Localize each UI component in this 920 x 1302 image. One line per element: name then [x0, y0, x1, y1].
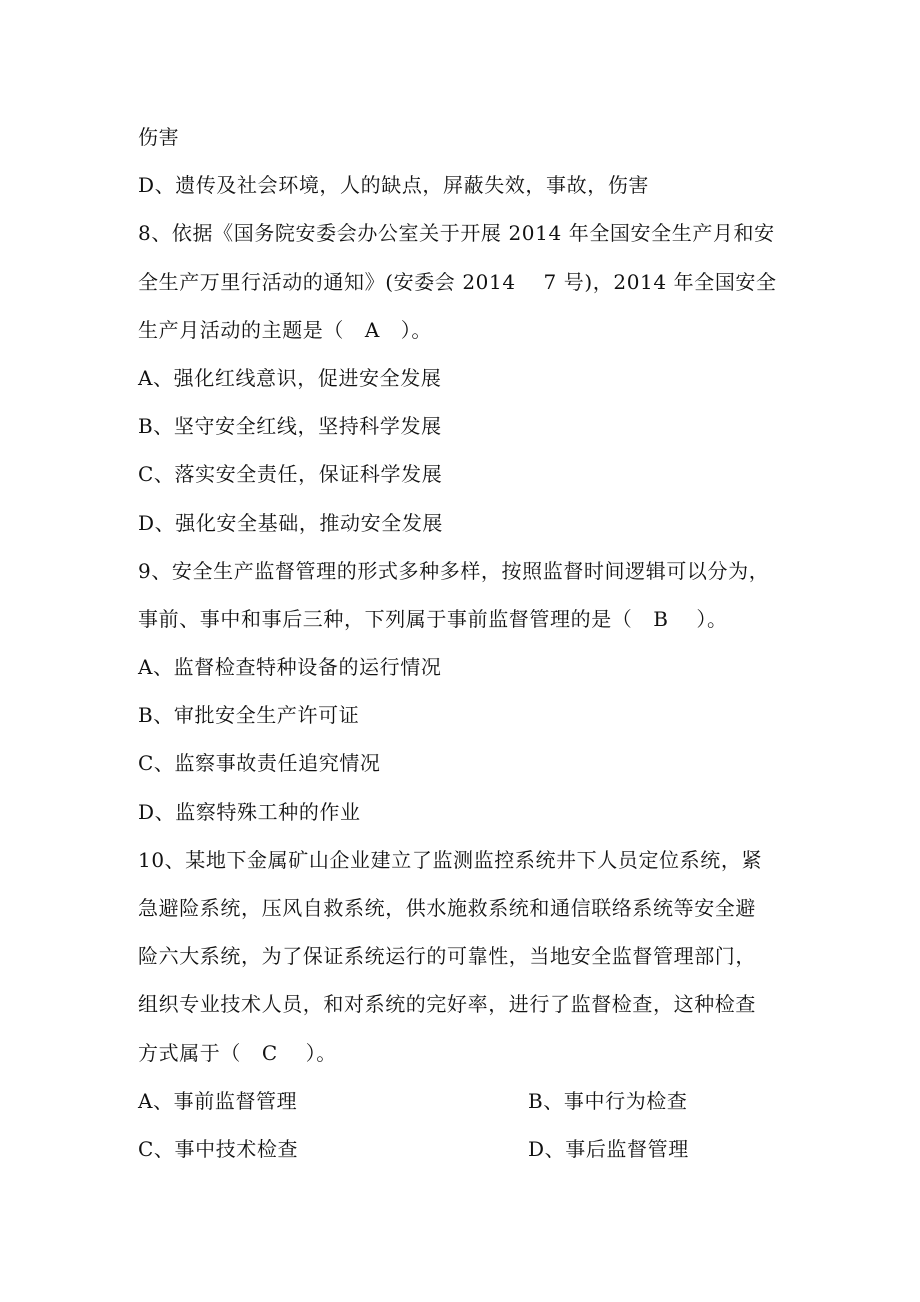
q8-option-b: B、坚守安全红线，坚持科学发展	[138, 414, 442, 439]
q8-option-d: D、强化安全基础，推动安全发展	[138, 510, 444, 535]
q7-option-c-tail: 伤害	[138, 125, 180, 149]
q10-stem-line-5: 方式属于（ C ）。	[138, 1040, 337, 1065]
q10-stem-line-4: 组织专业技术人员，和对系统的完好率，进行了监督检查，这种检查	[138, 992, 756, 1017]
q9-stem-line-1: 9、安全生产监督管理的形式多种多样，按照监督时间逻辑可以分为，	[138, 558, 770, 583]
q8-stem-line-3: 生产月活动的主题是（ A ）。	[138, 317, 432, 342]
question-9	[138, 547, 788, 836]
q10-option-c: C、事中技术检查	[138, 1136, 299, 1161]
q8-option-c: C、落实安全责任，保证科学发展	[138, 462, 443, 487]
q9-option-b: B、审批安全生产许可证	[138, 703, 360, 728]
q10-options-row-1	[138, 1077, 788, 1125]
q10-option-b: B、事中行为检查	[528, 1088, 688, 1113]
q8-stem-line-2: 全生产万里行活动的通知》(安委会 2014 7 号)，2014 年全国安全	[138, 269, 777, 294]
q9-option-c: C、监察事故责任追究情况	[138, 751, 381, 776]
q8-option-a: A、强化红线意识，促进安全发展	[138, 365, 442, 390]
question-8	[138, 209, 788, 546]
q9-option-d: D、监察特殊工种的作业	[138, 799, 361, 824]
q7-option-d: D、遗传及社会环境，人的缺点，屏蔽失效，事故，伤害	[138, 173, 650, 198]
q9-stem-line-2: 事前、事中和事后三种，下列属于事前监督管理的是（ B ）。	[138, 606, 728, 631]
q10-stem-line-1: 10、某地下金属矿山企业建立了监测监控系统井下人员定位系统，紧	[138, 847, 763, 872]
q10-stem-line-3: 险六大系统，为了保证系统运行的可靠性，当地安全监督管理部门，	[138, 944, 756, 969]
q9-option-a: A、监督检查特种设备的运行情况	[138, 655, 442, 680]
q8-stem-line-1: 8、依据《国务院安委会办公室关于开展 2014 年全国安全生产月和安	[138, 221, 775, 246]
question-10	[138, 836, 788, 1173]
q10-option-a: A、事前监督管理	[138, 1088, 298, 1113]
question-list	[138, 113, 788, 1173]
q10-option-d: D、事后监督管理	[528, 1136, 689, 1161]
q10-options-row-2	[138, 1125, 788, 1173]
q10-stem-line-2: 急避险系统，压风自救系统，供水施救系统和通信联络系统等安全避	[138, 896, 756, 920]
